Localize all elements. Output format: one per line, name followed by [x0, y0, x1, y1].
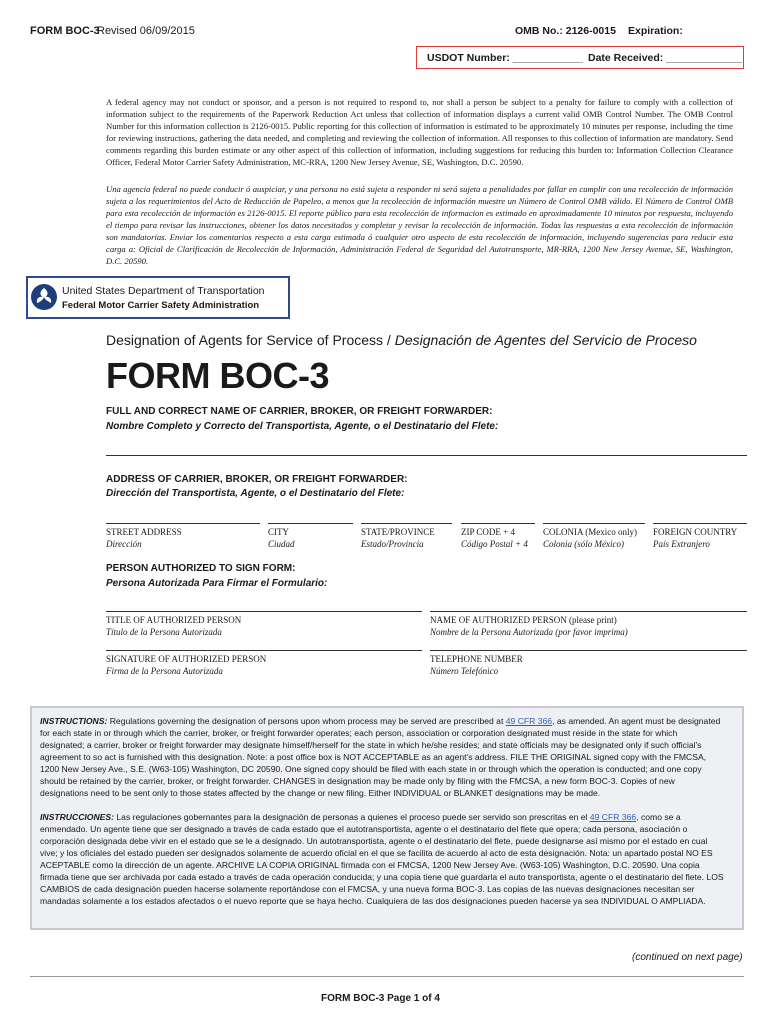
carrier-name-input-line[interactable] — [106, 455, 747, 456]
instructions-es-label: INSTRUCCIONES: — [40, 812, 115, 822]
name-of-authorized-person-field[interactable] — [430, 611, 747, 612]
agency-department: United States Department of Transportation — [62, 285, 265, 297]
agency-box — [26, 276, 290, 319]
omb-number: OMB No.: 2126-0015 — [515, 25, 616, 37]
telephone-number-field[interactable] — [430, 650, 747, 651]
street-address-label-es: Dirección — [106, 539, 142, 549]
signature-label-es: Firma de la Persona Autorizada — [106, 666, 223, 676]
zip-code-field[interactable] — [461, 523, 535, 524]
state-province-field[interactable] — [361, 523, 452, 524]
instructions-en-label: INSTRUCTIONS: — [40, 716, 108, 726]
form-id: FORM BOC-3 — [30, 25, 100, 37]
carrier-name-label: FULL AND CORRECT NAME OF CARRIER, BROKER, OR FREIGHT FORWARDER: — [106, 406, 493, 417]
street-address-label: STREET ADDRESS — [106, 527, 182, 537]
address-label: ADDRESS OF CARRIER, BROKER, OR FREIGHT FORWARDER: — [106, 474, 408, 485]
title-of-authorized-person-label: TITLE OF AUTHORIZED PERSON — [106, 615, 242, 625]
designation-title-es: Designación de Agentes del Servicio de Proceso — [394, 332, 697, 348]
instructions-en — [40, 715, 724, 799]
instructions-es-text-2: , como se a enmendado. Un agente tiene que ser designado a través de cada estado que el autotransportista, agente o el destinatario del flete que opera; cada persona, asociación o corporación designada debe vivir en el estado que se le a designado. Un autotransportista, agente o el destinatario del flete, puede designarse así mismo por el estado en cual vive; y los oficiales del estado pueden ser designados solamente de acuerdo oficial en el que se facilita de acuerdo al acto de esta designación. Nota: un apartado postal NO ES ACEPTABLE como la dirección de un agente. ARCHIVE LA COPIA ORIGINAL firmada con el FMCSA, 1200 New Jersey Ave. (W63-105) Washington, D.C. 20590. Una copia firmada tiene que ser archivada por cada estado a través de cada operación conducida; y una copia tiene que guardarla el auto transportista, agente o el destinatario del flete. LOS CAMBIOS de cada designación pueden hacerse solamente reportándose con el FMCSA, y una nueva forma BOC-3. Las copias de las nuevas designaciones necesitan ser mandadas solamente a los estados afectados o el nuevo reporte que se haya hecho. Cualquiera de las dos designaciones pueden hacerse ya sea INDIVIDUAL O AMPLIADA. — [40, 812, 724, 906]
date-received-field[interactable]: Date Received: _____________ — [588, 52, 743, 64]
telephone-number-label: TELEPHONE NUMBER — [430, 654, 523, 664]
city-label: CITY — [268, 527, 289, 537]
address-label-es: Dirección del Transportista, Agente, o el Destinatario del Flete: — [106, 488, 405, 499]
name-of-authorized-person-label: NAME OF AUTHORIZED PERSON (please print) — [430, 615, 617, 625]
agency-administration: Federal Motor Carrier Safety Administration — [62, 300, 260, 311]
zip-code-label-es: Código Postal + 4 — [461, 539, 528, 549]
foreign-country-field[interactable] — [653, 523, 747, 524]
city-field[interactable] — [268, 523, 353, 524]
foreign-country-label: FOREIGN COUNTRY — [653, 527, 738, 537]
state-province-label-es: Estado/Provincia — [361, 539, 424, 549]
revision-date: Revised 06/09/2015 — [97, 25, 195, 37]
expiration-label: Expiration: — [628, 25, 683, 37]
signature-label: SIGNATURE OF AUTHORIZED PERSON — [106, 654, 267, 664]
signer-label: PERSON AUTHORIZED TO SIGN FORM: — [106, 563, 296, 574]
instructions-en-text-1: Regulations governing the designation of persons upon whom process may be served are prescribed at — [107, 716, 506, 726]
city-label-es: Ciudad — [268, 539, 295, 549]
signature-field[interactable] — [106, 650, 422, 651]
footer-divider — [30, 976, 744, 977]
continued-note: (continued on next page) — [632, 952, 743, 963]
title-of-authorized-person-label-es: Título de la Persona Autorizada — [106, 627, 222, 637]
usdot-number-field[interactable]: USDOT Number: ____________ — [427, 52, 583, 64]
state-province-label: STATE/PROVINCE — [361, 527, 435, 537]
zip-code-label: ZIP CODE + 4 — [461, 527, 515, 537]
colonia-field[interactable] — [543, 523, 645, 524]
designation-title-en: Designation of Agents for Service of Process / — [106, 332, 395, 348]
title-of-authorized-person-field[interactable] — [106, 611, 422, 612]
signer-label-es: Persona Autorizada Para Firmar el Formulario: — [106, 578, 328, 589]
carrier-name-label-es: Nombre Completo y Correcto del Transportista, Agente, o el Destinatario del Flete: — [106, 421, 499, 432]
colonia-label-es: Colonia (sólo México) — [543, 539, 624, 549]
telephone-number-label-es: Número Telefónico — [430, 666, 499, 676]
instructions-es-text-1: Las regulaciones gobernantes para la designación de personas a quienes el proceso puede ser servido son prescritas en el — [114, 812, 590, 822]
form-title: FORM BOC-3 — [106, 355, 329, 396]
street-address-field[interactable] — [106, 523, 260, 524]
paperwork-notice-en: A federal agency may not conduct or sponsor, and a person is not required to respond to, nor shall a person be subject to a penalty for failure to comply with a collection of information subject to the requirements of the Paperwork Reduction Act unless that collection of information displays a current valid OMB Control Number. The OMB Control Number for this information collection is 2126-0015. Public reporting for this collection of information is estimated to be approximately 10 minutes per response, including the time for reviewing instructions, gathering the data needed, and completing and reviewing the collection of information. All responses to this collection of information are mandatory. Send comments regarding this burden estimate or any other aspect of this collection of information, including suggestions for reducing this burden to: Information Collection Clearance Officer, Federal Motor Carrier Safety Administration, MC-RRA, 1200 New Jersey Avenue, SE, Washington, D.C. 20590. — [106, 97, 733, 167]
name-of-authorized-person-label-es: Nombre de la Persona Autorizada (por favor imprima) — [430, 627, 628, 637]
page-footer: FORM BOC-3 Page 1 of 4 — [321, 993, 440, 1004]
dot-triskelion-logo-icon — [30, 283, 58, 311]
paperwork-notice-es: Una agencia federal no puede conducir ó auspiciar, y una persona no está sujeta a responder ni será sujeta a penalidades por fallar en cumplir con una recolección de información sujeta a los requerimientos del Acto de Reducción de Papeleo, a menos que la recolección de información muestre un Número de Control OMB válido. El Número de Control OMB para esta recolección de información es 2126-0015. El reporte público para esta recolección de informacion es estimado en aproximadamente 10 minutos por respuesta, incluyendo el tiempo para revisar las instrucciones, obtener los datos necesitados y completar y revisar la recolección de información. Todas las respuestas a esta recolección de información son mandatorias. Enviar los comentarios respecto a esta carga estimada ó cualquier otro aspecto de esta recolección de información, incluyendo sugerencias para reducir esta carga a: Oficial de Clarificación de Recolección de Información, Administración Federal de Seguridad del Autotransporte, MR-RRA, 1200 New Jersey Avenue, SE, Washington, D.C. 20590. — [106, 184, 733, 266]
instructions-es — [40, 811, 724, 907]
foreign-country-label-es: País Extranjero — [653, 539, 710, 549]
instructions-en-text-2: , as amended. An agent must be designated for each state in or through which the carrier, broker, or freight forwarder operates; each person, association or corporation designated must reside in the state for which designated; a carrier, broker or freight forwarder may designate himself/herself for the state in which he/she resides; and state officials may be designated only if such official's agreement to so act is furnished with this designation. Note: a post office box is NOT ACCEPTABLE as an agent's address. FILE THE ORIGINAL signed copy with the FMCSA, 1200 New Jersey Ave., S.E. (W63-105) Washington, DC 20590. One signed copy should be filed with each state in or through which the operation is conducted; and one copy should be retained by the carrier, broker, or freight forwarder. CHANGES in designation may be made only by filing with the FMCSA, a new form BOC-3. Copies of new designations need to be sent only to those states affected by the change or new filing. Either INDIVIDUAL or BLANKET designations may be made. — [40, 716, 721, 798]
cfr-link-es[interactable]: 49 CFR 366 — [589, 812, 637, 822]
cfr-link-en[interactable]: 49 CFR 366 — [505, 716, 553, 726]
designation-title — [106, 332, 697, 348]
colonia-label: COLONIA (Mexico only) — [543, 527, 637, 537]
